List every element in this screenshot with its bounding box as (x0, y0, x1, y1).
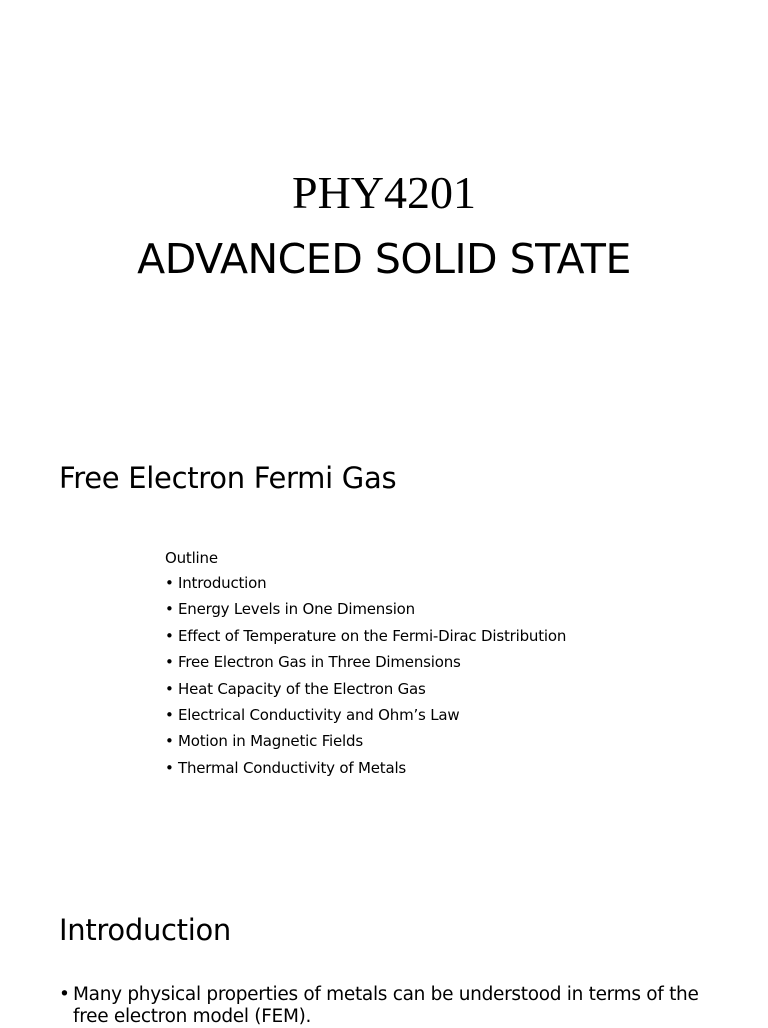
bullet-icon: • (165, 705, 174, 724)
bullet-icon: • (165, 758, 174, 777)
bullet-icon: • (165, 653, 174, 672)
section-heading-fermi-gas: Free Electron Fermi Gas (59, 461, 397, 495)
outline-item (165, 728, 566, 754)
course-name-title: ADVANCED SOLID STATE (137, 235, 631, 283)
bullet-icon: • (59, 984, 70, 1005)
outline-item-label: Energy Levels in One Dimension (178, 600, 415, 619)
outline-title: Outline (165, 549, 218, 567)
intro-bullet-paragraph (59, 984, 719, 1028)
outline-item (165, 623, 566, 649)
outline-item-label: Effect of Temperature on the Fermi-Dirac Distribution (178, 626, 567, 645)
outline-item-label: Introduction (178, 574, 267, 592)
outline-item-label: Electrical Conductivity and Ohm’s Law (178, 705, 460, 724)
bullet-icon: • (165, 626, 174, 645)
bullet-icon: • (165, 600, 174, 619)
outline-item-label: Free Electron Gas in Three Dimensions (178, 653, 461, 672)
bullet-icon: • (165, 679, 174, 698)
outline-item (165, 649, 566, 675)
outline-item-label: Motion in Magnetic Fields (178, 732, 363, 751)
outline-list (165, 570, 566, 781)
outline-item (165, 570, 566, 596)
intro-bullet-text: Many physical properties of metals can be understood in terms of the free electron model (FEM). (73, 984, 699, 1027)
outline-item (165, 676, 566, 702)
outline-item (165, 596, 566, 622)
outline-item (165, 702, 566, 728)
outline-item-label: Heat Capacity of the Electron Gas (178, 679, 426, 698)
bullet-icon: • (165, 574, 174, 592)
bullet-icon: • (165, 732, 174, 751)
outline-item-label: Thermal Conductivity of Metals (178, 758, 407, 777)
course-code-title: PHY4201 (291, 167, 477, 218)
outline-block (165, 546, 566, 781)
section-heading-introduction: Introduction (59, 913, 232, 947)
outline-item (165, 755, 566, 781)
